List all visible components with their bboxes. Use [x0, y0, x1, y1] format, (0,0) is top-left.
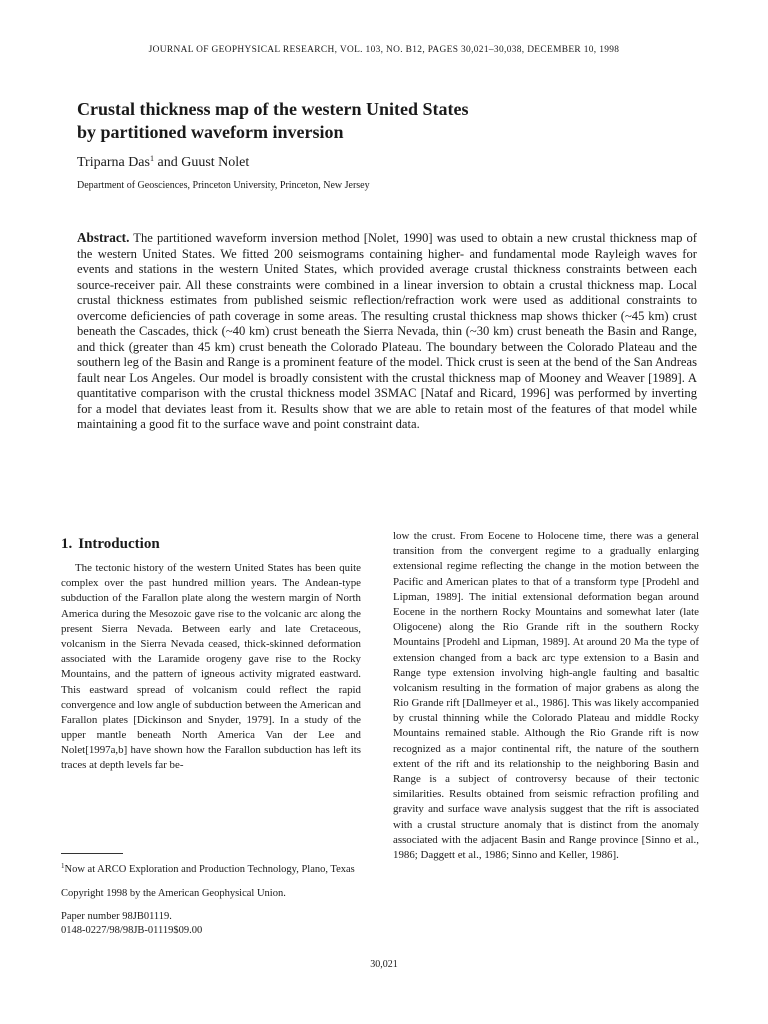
body-paragraph: The tectonic history of the western United States has been quite complex over the past hundred million years. The Andean-type subduction of the Farallon plate along the western margin of North America during the Mesozoic gave rise to the volcanic arc along the present Sierra Nevada. Between early and late Cretaceous, volcanism in the Sierra Nevada ceased, thick-skinned deformation associated with the Laramide orogeny gave rise to the Rocky Mountains, and the pattern of igneous activity migrated eastward. This eastward spread of volcanism could reflect the rapid convergence and low angle of subduction between the American and Farallon plates [Dickinson and Snyder, 1979]. In a study of the upper mantle beneath North America Van der Lee and Nolet[1997a,b] have shown how the Farallon subduction has left its traces at depth levels far be-	[61, 562, 361, 772]
author-list	[77, 154, 249, 171]
paper-title-line-2: by partitioned waveform inversion	[77, 122, 344, 142]
author-name: Guust Nolet	[181, 155, 250, 170]
running-head: JOURNAL OF GEOPHYSICAL RESEARCH, VOL. 103, NO. B12, PAGES 30,021–30,038, DECEMBER 10, 1998	[148, 45, 620, 55]
affiliation: Department of Geosciences, Princeton University, Princeton, New Jersey	[77, 180, 370, 191]
author-joiner: and	[153, 155, 182, 170]
right-column	[393, 529, 699, 863]
footnote-marker: 1	[149, 154, 154, 163]
paper-title	[77, 98, 637, 144]
issn-line: 0148-0227/98/98JB-01119$09.00	[61, 924, 203, 936]
footnote-marker: 1	[61, 862, 65, 870]
section-number: 1.	[61, 536, 73, 552]
left-column	[61, 535, 361, 774]
body-paragraph: low the crust. From Eocene to Holocene time, there was a general transition from the convergent regime to a gradually enlarging extensional regime reflecting the change in the motion between the Pacific and American plates to that of a transform type [Prodehl and Lipman, 1989]. The initial extensional deformation began around Eocene in the northern Rocky Mountains and somewhat later (late Oligocene) along the Rio Grande rift in the southern Rocky Mountains [Prodehl and Lipman, 1989]. At around 20 Ma the type of extension changed from a back arc type extension to a Basin and Range type extension involving high-angle faulting and basaltic volcanism resulting in the formation of major grabens as along the Rio Grande rift [Dallmeyer et al., 1986]. This was likely accompanied by crustal thinning while the Colorado Plateau and middle Rocky Mountains remained stable. Although the Rio Grande rift is now recognized as a major continental rift, the nature of the southern extent of the rift and its relationship to the neighboring Basin and Range is a subject of controversy because of their tectonic similarities. Results obtained from seismic refraction profiling and gravity and surface wave analysis suggest that the rift is associated with a crustal structure anomaly that is distinct from the anomaly associated with the adjacent Basin and Range province [Sinno et al., 1986; Daggett et al., 1986; Sinno and Keller, 1986].	[393, 530, 699, 861]
section-heading	[61, 535, 361, 553]
page-number: 30,021	[370, 959, 398, 970]
footnote-text: Now at ARCO Exploration and Production Technology, Plano, Texas	[64, 864, 355, 875]
paper-title-line-1: Crustal thickness map of the western United States	[77, 99, 469, 119]
abstract-label: Abstract.	[77, 230, 130, 245]
section-title: Introduction	[78, 536, 160, 552]
abstract-text: The partitioned waveform inversion method [Nolet, 1990] was used to obtain a new crustal thickness map of the western United States. We fitted 200 seismograms containing higher- and fundamental mode Rayleigh waves for events and stations in the western United States, which provided average crustal thickness constraints between each source-receiver pair. All these constraints were combined in a linear inversion to obtain a crustal thickness map. Local crustal thickness estimates from published seismic reflection/refraction work were used as additional constraints to overcome deficiencies of path coverage in some areas. The resulting crustal thickness map shows thicker (~45 km) crust beneath the Cascades, thick (~40 km) crust beneath the Sierra Nevada, thin (~30 km) crust beneath the Basin and Range, and thick (greater than 45 km) crust beneath the Colorado Plateau. The boundary between the Colorado Plateau and the southern leg of the Basin and Range is a prominent feature of the model. Thick crust is seen at the bend of the San Andreas fault near Los Angeles. Our model is broadly consistent with the crustal thickness map of Mooney and Weaver [1989]. A quantitative comparison with the crustal thickness model 3SMAC [Nataf and Ricard, 1996] was performed by inverting for a model that deviates least from it. Results show that we are able to retain most of the features of that model while maintaining a good fit to the surface wave and point constraint data.	[77, 231, 697, 431]
author-name: Triparna Das	[77, 155, 150, 170]
paper-number: Paper number 98JB01119.	[61, 911, 172, 922]
footnotes	[61, 853, 361, 937]
copyright-notice: Copyright 1998 by the American Geophysical Union.	[61, 887, 286, 899]
abstract	[77, 230, 697, 433]
footnote	[61, 860, 361, 877]
footnote-rule	[61, 853, 123, 854]
